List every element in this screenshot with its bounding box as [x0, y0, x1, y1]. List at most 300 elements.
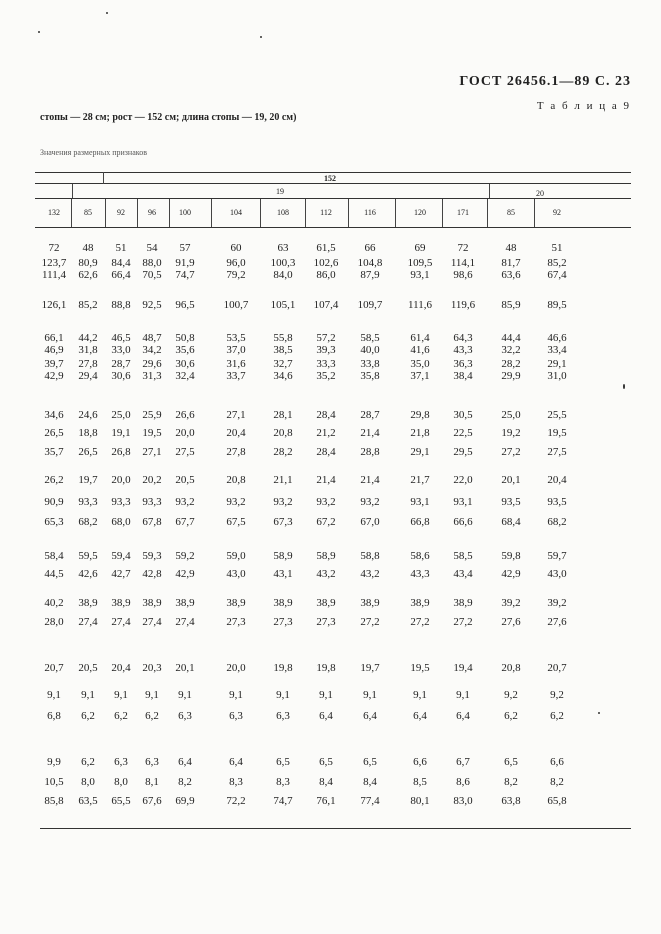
table-cell: 38,9 — [175, 597, 195, 609]
table-cell: 6,3 — [145, 756, 159, 768]
table-cell: 6,3 — [276, 710, 290, 722]
table-cell: 65,5 — [111, 795, 131, 807]
table-cell: 27,1 — [226, 409, 246, 421]
table-cell: 9,9 — [47, 756, 61, 768]
table-cell: 25,9 — [142, 409, 162, 421]
table-cell: 123,7 111,4 — [41, 257, 67, 281]
column-header: 120 — [414, 208, 426, 217]
table-cell: 43,2 — [360, 568, 380, 580]
table-cell: 88,8 — [111, 299, 131, 311]
table-cell: 66,8 — [410, 516, 430, 528]
table-cell: 36,3 38,4 — [453, 358, 473, 382]
table-cell: 67,3 — [273, 516, 293, 528]
table-cell: 19,8 — [316, 662, 336, 674]
table-cell: 38,9 — [316, 597, 336, 609]
table-cell: 27,2 — [453, 616, 473, 628]
table-cell: 20,5 — [175, 474, 195, 486]
column-divider — [105, 199, 106, 227]
scan-speck — [260, 36, 262, 38]
table-cell: 9,1 — [456, 689, 470, 701]
table-cell: 28,4 — [316, 409, 336, 421]
table-cell: 27,1 — [142, 446, 162, 458]
table-cell: 20,8 — [501, 662, 521, 674]
table-cell: 44,2 31,8 — [78, 332, 98, 356]
table-cell: 77,4 — [360, 795, 380, 807]
table-cell: 6,4 — [178, 756, 192, 768]
table-cell: 27,5 — [547, 446, 567, 458]
column-divider — [71, 199, 72, 227]
table-cell: 85,2 — [78, 299, 98, 311]
table-cell: 8,0 — [114, 776, 128, 788]
table-cell: 8,6 — [456, 776, 470, 788]
table-cell: 20,4 — [111, 662, 131, 674]
table-cell: 24,6 — [78, 409, 98, 421]
table-cell: 21,7 — [410, 474, 430, 486]
table-cell: 93,1 — [453, 496, 473, 508]
table-cell: 20,0 — [175, 427, 195, 439]
table-cell: 42,9 — [501, 568, 521, 580]
table-cell: 43,2 — [316, 568, 336, 580]
table-cell: 100,7 — [223, 299, 249, 311]
table-cell: 27,3 — [273, 616, 293, 628]
table-cell: 8,3 — [276, 776, 290, 788]
column-header: 96 — [148, 208, 156, 217]
table-cell: 27,4 — [111, 616, 131, 628]
table-cell: 20,5 — [78, 662, 98, 674]
table-cell: 9,1 — [229, 689, 243, 701]
table-cell: 6,4 — [363, 710, 377, 722]
table-cell: 119,6 — [450, 299, 476, 311]
table-cell: 39,7 42,9 — [44, 358, 64, 382]
table-cell: 8,2 — [178, 776, 192, 788]
table-cell: 27,8 29,4 — [78, 358, 98, 382]
foot-20-header: 20 — [536, 189, 544, 198]
table-cell: 43,0 — [547, 568, 567, 580]
table-cell: 92,5 — [142, 299, 162, 311]
table-cell: 42,9 — [175, 568, 195, 580]
column-header: 116 — [364, 208, 376, 217]
table-cell: 93,2 — [360, 496, 380, 508]
table-cell: 43,3 — [410, 568, 430, 580]
table-cell: 21,1 — [273, 474, 293, 486]
table-cell: 66,6 — [453, 516, 473, 528]
table-cell: 66,1 46,9 — [44, 332, 64, 356]
table-cell: 6,5 — [276, 756, 290, 768]
table-cell: 58,6 — [410, 550, 430, 562]
table-cell: 68,0 — [111, 516, 131, 528]
table-cell: 38,9 — [410, 597, 430, 609]
table-cell: 44,5 — [44, 568, 64, 580]
table-cell: 51 — [551, 242, 563, 254]
table-cell: 38,9 — [453, 597, 473, 609]
table-cell: 28,0 — [44, 616, 64, 628]
table-cell: 20,8 — [226, 474, 246, 486]
table-cell: 29,6 31,3 — [142, 358, 162, 382]
scan-speck — [106, 12, 108, 14]
table-cell: 20,4 — [226, 427, 246, 439]
table-cell: 68,4 — [501, 516, 521, 528]
column-divider — [487, 199, 488, 227]
table-subtitle: стопы — 28 см; рост — 152 см; длина стопы — 19, 20 см) — [40, 112, 297, 123]
column-header: 85 — [84, 208, 92, 217]
divider-foot-left — [72, 184, 73, 198]
table-cell: 104,8 87,9 — [357, 257, 383, 281]
table-cell: 6,4 — [456, 710, 470, 722]
table-cell: 8,2 — [550, 776, 564, 788]
table-cell: 8,2 — [504, 776, 518, 788]
table-cell: 67,8 — [142, 516, 162, 528]
table-cell: 6,2 — [81, 710, 95, 722]
table-cell: 40,2 — [44, 597, 64, 609]
table-cell: 9,1 — [81, 689, 95, 701]
table-cell: 61,5 — [316, 242, 336, 254]
table-cell: 8,0 — [81, 776, 95, 788]
column-divider — [137, 199, 138, 227]
table-cell: 9,1 — [413, 689, 427, 701]
table-cell: 111,6 — [408, 299, 432, 311]
table-cell: 29,1 31,0 — [547, 358, 567, 382]
table-cell: 38,9 — [360, 597, 380, 609]
table-cell: 26,5 — [44, 427, 64, 439]
table-cell: 6,6 — [550, 756, 564, 768]
table-cell: 28,8 — [360, 446, 380, 458]
table-cell: 38,9 — [273, 597, 293, 609]
column-divider — [395, 199, 396, 227]
table-cell: 19,1 — [111, 427, 131, 439]
table-cell: 20,0 — [226, 662, 246, 674]
table-cell: 27,3 — [226, 616, 246, 628]
table-cell: 33,8 35,8 — [360, 358, 380, 382]
table-cell: 67,0 — [360, 516, 380, 528]
table-cell: 20,4 — [547, 474, 567, 486]
table-cell: 88,0 70,5 — [142, 257, 162, 281]
table-cell: 63 — [277, 242, 289, 254]
table-cell: 96,5 — [175, 299, 195, 311]
table-cell: 9,1 — [178, 689, 192, 701]
table-cell: 93,5 — [547, 496, 567, 508]
table-cell: 20,7 — [44, 662, 64, 674]
table-cell: 19,2 — [501, 427, 521, 439]
table-cell: 96,0 79,2 — [226, 257, 246, 281]
table-cell: 6,2 — [504, 710, 518, 722]
table-cell: 29,5 — [453, 446, 473, 458]
table-cell: 43,0 — [226, 568, 246, 580]
table-cell: 9,1 — [276, 689, 290, 701]
table-cell: 27,4 — [175, 616, 195, 628]
table-cell: 27,2 — [360, 616, 380, 628]
table-cell: 25,5 — [547, 409, 567, 421]
table-cell: 26,5 — [78, 446, 98, 458]
table-cell: 22,5 — [453, 427, 473, 439]
table-cell: 42,7 — [111, 568, 131, 580]
table-cell: 28,4 — [316, 446, 336, 458]
table-cell: 28,2 — [273, 446, 293, 458]
column-header: 100 — [179, 208, 191, 217]
table-cell: 6,2 — [114, 710, 128, 722]
table-cell: 48 — [505, 242, 517, 254]
rule-columns — [35, 227, 631, 228]
table-cell: 6,5 — [363, 756, 377, 768]
table-cell: 80,1 — [410, 795, 430, 807]
table-cell: 58,4 — [44, 550, 64, 562]
table-cell: 6,2 — [81, 756, 95, 768]
column-header: 92 — [117, 208, 125, 217]
table-cell: 29,1 — [410, 446, 430, 458]
table-cell: 20,0 — [111, 474, 131, 486]
table-cell: 8,4 — [319, 776, 333, 788]
table-cell: 76,1 — [316, 795, 336, 807]
table-cell: 105,1 — [270, 299, 296, 311]
table-cell: 93,3 — [78, 496, 98, 508]
column-header: 108 — [277, 208, 289, 217]
table-cell: 85,2 67,4 — [547, 257, 567, 281]
table-cell: 58,9 — [316, 550, 336, 562]
table-cell: 6,3 — [178, 710, 192, 722]
table-cell: 27,2 — [410, 616, 430, 628]
table-cell: 26,2 — [44, 474, 64, 486]
table-cell: 126,1 — [41, 299, 67, 311]
table-cell: 19,7 — [78, 474, 98, 486]
table-cell: 90,9 — [44, 496, 64, 508]
table-cell: 42,8 — [142, 568, 162, 580]
table-cell: 93,5 — [501, 496, 521, 508]
table-cell: 89,5 — [547, 299, 567, 311]
table-cell: 59,3 — [142, 550, 162, 562]
column-header: 92 — [553, 208, 561, 217]
table-cell: 9,1 — [363, 689, 377, 701]
table-cell: 67,5 — [226, 516, 246, 528]
table-cell: 72 — [457, 242, 469, 254]
table-cell: 93,2 — [316, 496, 336, 508]
divider-foot-right — [489, 184, 490, 198]
rule-bottom — [40, 828, 631, 829]
table-cell: 66 — [364, 242, 376, 254]
table-cell: 81,7 63,6 — [501, 257, 521, 281]
table-cell: 59,4 — [111, 550, 131, 562]
column-divider — [534, 199, 535, 227]
table-cell: 67,6 — [142, 795, 162, 807]
table-cell: 109,7 — [357, 299, 383, 311]
table-cell: 20,3 — [142, 662, 162, 674]
table-cell: 58,8 — [360, 550, 380, 562]
table-cell: 84,4 66,4 — [111, 257, 131, 281]
table-cell: 38,9 — [142, 597, 162, 609]
table-cell: 61,4 41,6 — [410, 332, 430, 356]
table-cell: 69,9 — [175, 795, 195, 807]
table-cell: 20,7 — [547, 662, 567, 674]
table-cell: 20,2 — [142, 474, 162, 486]
table-cell: 69 — [414, 242, 426, 254]
table-cell: 21,4 — [360, 474, 380, 486]
table-cell: 26,6 — [175, 409, 195, 421]
table-cell: 10,5 — [44, 776, 64, 788]
table-cell: 6,7 — [456, 756, 470, 768]
table-label: Т а б л и ц а 9 — [536, 100, 631, 112]
table-cell: 55,8 38,5 — [273, 332, 293, 356]
column-divider — [260, 199, 261, 227]
table-cell: 93,2 — [175, 496, 195, 508]
table-cell: 44,4 32,2 — [501, 332, 521, 356]
page-header: ГОСТ 26456.1—89 С. 23 — [459, 74, 631, 89]
table-cell: 28,7 30,6 — [111, 358, 131, 382]
table-cell: 100,3 84,0 — [270, 257, 296, 281]
column-divider — [442, 199, 443, 227]
table-cell: 63,8 — [501, 795, 521, 807]
table-cell: 68,2 — [547, 516, 567, 528]
table-cell: 60 — [230, 242, 242, 254]
table-cell: 59,2 — [175, 550, 195, 562]
table-cell: 26,8 — [111, 446, 131, 458]
table-cell: 30,5 — [453, 409, 473, 421]
foot-19-header: 19 — [276, 187, 284, 196]
column-header: 85 — [507, 208, 515, 217]
table-cell: 19,5 — [547, 427, 567, 439]
table-cell: 74,7 — [273, 795, 293, 807]
table-cell: 93,2 — [226, 496, 246, 508]
table-cell: 65,8 — [547, 795, 567, 807]
table-cell: 57,2 39,3 — [316, 332, 336, 356]
table-cell: 83,0 — [453, 795, 473, 807]
table-cell: 109,5 93,1 — [407, 257, 433, 281]
rule-top — [35, 172, 631, 173]
table-cell: 43,4 — [453, 568, 473, 580]
table-cell: 43,1 — [273, 568, 293, 580]
column-header: 132 — [48, 208, 60, 217]
table-cell: 30,6 32,4 — [175, 358, 195, 382]
table-cell: 48 — [82, 242, 94, 254]
table-cell: 39,2 — [547, 597, 567, 609]
table-cell: 19,5 — [142, 427, 162, 439]
table-cell: 59,8 — [501, 550, 521, 562]
table-cell: 20,1 — [501, 474, 521, 486]
table-cell: 50,8 35,6 — [175, 332, 195, 356]
column-divider — [211, 199, 212, 227]
table-cell: 9,1 — [47, 689, 61, 701]
table-cell: 9,1 — [319, 689, 333, 701]
table-cell: 54 — [146, 242, 158, 254]
table-cell: 6,8 — [47, 710, 61, 722]
table-cell: 6,2 — [145, 710, 159, 722]
table-cell: 28,2 29,9 — [501, 358, 521, 382]
table-cell: 9,1 — [145, 689, 159, 701]
table-cell: 33,3 35,2 — [316, 358, 336, 382]
table-cell: 27,6 — [501, 616, 521, 628]
column-divider — [169, 199, 170, 227]
table-cell: 21,2 — [316, 427, 336, 439]
table-cell: 20,8 — [273, 427, 293, 439]
table-cell: 18,8 — [78, 427, 98, 439]
table-cell: 20,1 — [175, 662, 195, 674]
column-header: 112 — [320, 208, 332, 217]
table-cell: 8,5 — [413, 776, 427, 788]
table-cell: 28,1 — [273, 409, 293, 421]
table-cell: 19,8 — [273, 662, 293, 674]
table-cell: 80,9 62,6 — [78, 257, 98, 281]
table-cell: 25,0 — [501, 409, 521, 421]
table-cell: 9,2 — [504, 689, 518, 701]
table-cell: 6,2 — [550, 710, 564, 722]
rule-foot — [35, 198, 631, 199]
table-cell: 6,6 — [413, 756, 427, 768]
column-divider — [348, 199, 349, 227]
table-cell: 35,7 — [44, 446, 64, 458]
height-header: 152 — [324, 174, 336, 183]
table-cell: 57 — [179, 242, 191, 254]
table-cell: 34,6 — [44, 409, 64, 421]
rule-height — [35, 183, 631, 184]
table-cell: 28,7 — [360, 409, 380, 421]
table-cell: 21,8 — [410, 427, 430, 439]
table-cell: 59,0 — [226, 550, 246, 562]
table-cell: 72,2 — [226, 795, 246, 807]
table-cell: 53,5 37,0 — [226, 332, 246, 356]
column-header: 104 — [230, 208, 242, 217]
table-cell: 39,2 — [501, 597, 521, 609]
scan-speck — [623, 384, 625, 389]
table-cell: 46,6 33,4 — [547, 332, 567, 356]
column-divider — [305, 199, 306, 227]
table-cell: 93,3 — [142, 496, 162, 508]
table-cell: 6,4 — [319, 710, 333, 722]
scan-speck — [598, 712, 600, 714]
table-cell: 91,9 74,7 — [175, 257, 195, 281]
table-cell: 19,7 — [360, 662, 380, 674]
table-cell: 93,1 — [410, 496, 430, 508]
table-cell: 38,9 — [226, 597, 246, 609]
table-cell: 8,1 — [145, 776, 159, 788]
table-cell: 114,1 98,6 — [450, 257, 476, 281]
table-cell: 107,4 — [313, 299, 339, 311]
table-cell: 27,4 — [142, 616, 162, 628]
table-cell: 93,3 — [111, 496, 131, 508]
table-cell: 27,2 — [501, 446, 521, 458]
column-header: 171 — [457, 208, 469, 217]
table-cell: 85,8 — [44, 795, 64, 807]
table-cell: 68,2 — [78, 516, 98, 528]
table-cell: 67,2 — [316, 516, 336, 528]
table-cell: 51 — [115, 242, 127, 254]
table-cell: 22,0 — [453, 474, 473, 486]
table-cell: 42,6 — [78, 568, 98, 580]
table-cell: 85,9 — [501, 299, 521, 311]
table-cell: 21,4 — [360, 427, 380, 439]
table-cell: 64,3 43,3 — [453, 332, 473, 356]
section-label: Значения размерных признаков — [40, 148, 148, 157]
table-cell: 35,0 37,1 — [410, 358, 430, 382]
table-cell: 27,4 — [78, 616, 98, 628]
table-cell: 67,7 — [175, 516, 195, 528]
table-cell: 59,5 — [78, 550, 98, 562]
table-cell: 19,4 — [453, 662, 473, 674]
divider-height — [103, 172, 104, 184]
table-cell: 72 — [48, 242, 60, 254]
table-cell: 58,5 40,0 — [360, 332, 380, 356]
table-cell: 63,5 — [78, 795, 98, 807]
table-cell: 6,3 — [114, 756, 128, 768]
table-cell: 9,2 — [550, 689, 564, 701]
table-cell: 29,8 — [410, 409, 430, 421]
table-cell: 27,3 — [316, 616, 336, 628]
table-cell: 6,5 — [319, 756, 333, 768]
table-cell: 21,4 — [316, 474, 336, 486]
table-cell: 6,4 — [413, 710, 427, 722]
table-cell: 27,6 — [547, 616, 567, 628]
table-cell: 59,7 — [547, 550, 567, 562]
table-cell: 6,4 — [229, 756, 243, 768]
table-cell: 9,1 — [114, 689, 128, 701]
table-cell: 58,5 — [453, 550, 473, 562]
table-cell: 58,9 — [273, 550, 293, 562]
